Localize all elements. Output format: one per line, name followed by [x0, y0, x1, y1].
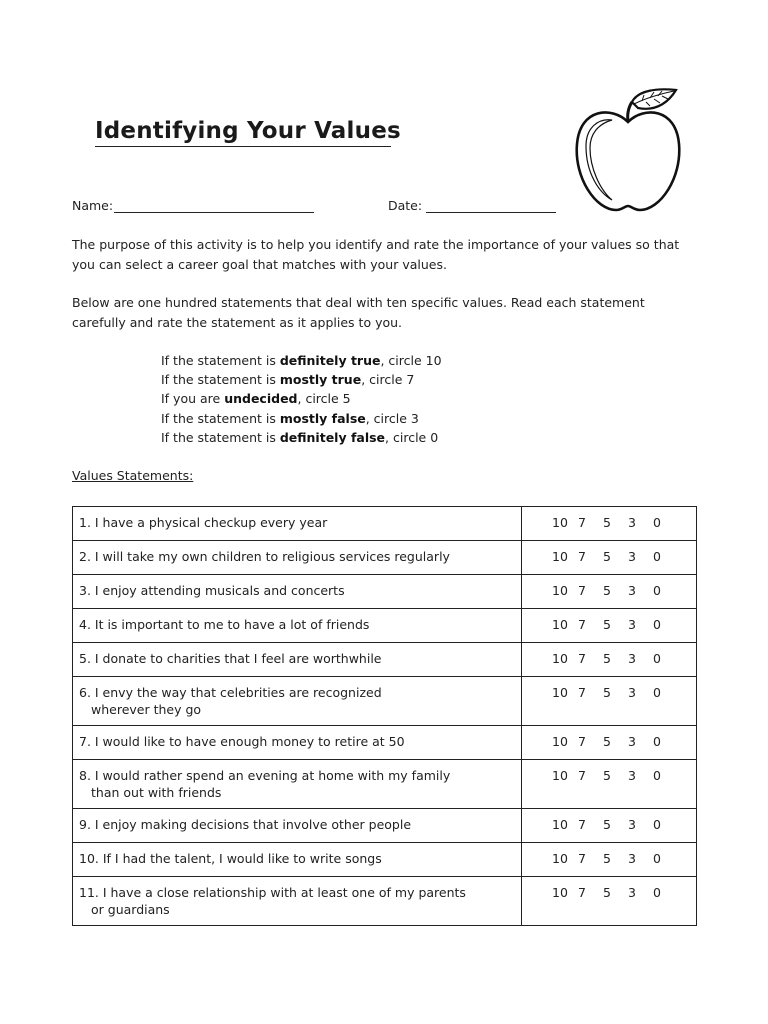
rating-option[interactable]: 7 [578, 817, 586, 832]
table-row [73, 507, 697, 541]
statement-cell [73, 677, 522, 726]
rating-scale-cell [522, 643, 697, 677]
rating-option[interactable]: 3 [628, 515, 636, 530]
table-row [73, 575, 697, 609]
title-underline [95, 146, 391, 147]
statement-cell [73, 843, 522, 877]
rating-option[interactable]: 10 [552, 817, 568, 832]
statement-text-continued: wherever they go [91, 702, 202, 717]
statement-cell [73, 809, 522, 843]
rating-option[interactable]: 10 [552, 515, 568, 530]
rating-option[interactable]: 10 [552, 851, 568, 866]
statement-text: 3. I enjoy attending musicals and concerts [79, 583, 345, 598]
rating-option[interactable]: 0 [653, 851, 661, 866]
name-label: Name: [72, 198, 114, 213]
rating-option[interactable]: 5 [603, 817, 611, 832]
statement-text: 11. I have a close relationship with at least one of my parents [79, 885, 466, 900]
rating-option[interactable]: 3 [628, 768, 636, 783]
rating-option[interactable]: 5 [603, 734, 611, 749]
page-title: Identifying Your Values [95, 118, 401, 144]
statement-text: 2. I will take my own children to religious services regularly [79, 549, 450, 564]
instructions-paragraph: Below are one hundred statements that deal with ten specific values. Read each statement carefully and rate the statement as it applies to you. [72, 295, 645, 330]
rating-option[interactable]: 10 [552, 734, 568, 749]
statement-cell [73, 541, 522, 575]
rating-option[interactable]: 3 [628, 549, 636, 564]
rule-definitely-false: If the statement is definitely false, circle 0 [161, 429, 439, 445]
statement-text: 10. If I had the talent, I would like to write songs [79, 851, 382, 866]
rating-scale-cell [522, 677, 697, 726]
rating-option[interactable]: 5 [603, 515, 611, 530]
rating-option[interactable]: 3 [628, 734, 636, 749]
rating-option[interactable]: 0 [653, 651, 661, 666]
values-table [72, 506, 697, 926]
rating-scale-cell [522, 541, 697, 575]
date-label: Date: [388, 198, 423, 213]
rating-option[interactable]: 0 [653, 817, 661, 832]
table-row [73, 541, 697, 575]
rating-option[interactable]: 0 [653, 617, 661, 632]
rating-scale-cell [522, 575, 697, 609]
rating-option[interactable]: 5 [603, 549, 611, 564]
purpose-paragraph: The purpose of this activity is to help you identify and rate the importance of your values so that you can select a career goal that matches with your values. [72, 237, 680, 272]
rule-undecided: If you are undecided, circle 5 [161, 391, 351, 407]
rating-scale-cell [522, 809, 697, 843]
statement-cell [73, 877, 522, 926]
statement-cell [73, 726, 522, 760]
rating-option[interactable]: 5 [603, 885, 611, 900]
rating-option[interactable]: 10 [552, 549, 568, 564]
rating-option[interactable]: 5 [603, 768, 611, 783]
rating-option[interactable]: 0 [653, 885, 661, 900]
rating-option[interactable]: 10 [552, 583, 568, 598]
statement-cell [73, 575, 522, 609]
rating-scale-cell [522, 609, 697, 643]
rating-option[interactable]: 7 [578, 651, 586, 666]
rating-option[interactable]: 7 [578, 515, 586, 530]
rule-mostly-true: If the statement is mostly true, circle 7 [161, 372, 415, 388]
rating-option[interactable]: 0 [653, 515, 661, 530]
table-row [73, 677, 697, 726]
statement-text: 7. I would like to have enough money to retire at 50 [79, 734, 405, 749]
rating-option[interactable]: 7 [578, 851, 586, 866]
statement-text: 6. I envy the way that celebrities are recognized [79, 685, 382, 700]
rating-option[interactable]: 10 [552, 651, 568, 666]
rating-option[interactable]: 5 [603, 583, 611, 598]
section-heading: Values Statements: [72, 468, 194, 483]
rating-option[interactable]: 0 [653, 583, 661, 598]
rating-option[interactable]: 7 [578, 617, 586, 632]
rating-option[interactable]: 7 [578, 549, 586, 564]
table-row [73, 877, 697, 926]
rating-option[interactable]: 7 [578, 734, 586, 749]
statement-text: 1. I have a physical checkup every year [79, 515, 328, 530]
rating-option[interactable]: 10 [552, 617, 568, 632]
rating-option[interactable]: 0 [653, 549, 661, 564]
table-row [73, 843, 697, 877]
rating-scale-cell [522, 726, 697, 760]
rating-scale-cell [522, 877, 697, 926]
rating-scale-cell [522, 507, 697, 541]
rating-option[interactable]: 3 [628, 685, 636, 700]
rating-option[interactable]: 7 [578, 885, 586, 900]
statement-cell [73, 643, 522, 677]
rating-option[interactable]: 5 [603, 685, 611, 700]
rating-option[interactable]: 3 [628, 651, 636, 666]
statement-text-continued: than out with friends [91, 785, 222, 800]
rating-option[interactable]: 10 [552, 685, 568, 700]
table-row [73, 809, 697, 843]
apple-icon [572, 86, 684, 214]
table-row [73, 760, 697, 809]
statement-cell [73, 507, 522, 541]
name-field[interactable] [114, 212, 314, 213]
statement-cell [73, 760, 522, 809]
rating-scale-cell [522, 760, 697, 809]
rating-option[interactable]: 3 [628, 817, 636, 832]
rating-option[interactable]: 3 [628, 617, 636, 632]
rating-option[interactable]: 10 [552, 768, 568, 783]
rating-option[interactable]: 5 [603, 617, 611, 632]
statement-cell [73, 609, 522, 643]
statement-text: 5. I donate to charities that I feel are worthwhile [79, 651, 382, 666]
statement-text: 9. I enjoy making decisions that involve other people [79, 817, 412, 832]
rating-option[interactable]: 10 [552, 885, 568, 900]
rating-option[interactable]: 7 [578, 685, 586, 700]
rating-option[interactable]: 7 [578, 583, 586, 598]
rating-option[interactable]: 0 [653, 768, 661, 783]
table-row [73, 726, 697, 760]
rating-option[interactable]: 7 [578, 768, 586, 783]
rating-option[interactable]: 3 [628, 583, 636, 598]
rating-rules [161, 351, 442, 447]
statement-text-continued: or guardians [91, 902, 170, 917]
rating-option[interactable]: 0 [653, 734, 661, 749]
statement-text: 4. It is important to me to have a lot of friends [79, 617, 370, 632]
rule-definitely-true: If the statement is definitely true, circle 10 [161, 353, 442, 368]
rating-option[interactable]: 0 [653, 685, 661, 700]
table-row [73, 643, 697, 677]
statement-text: 8. I would rather spend an evening at home with my family [79, 768, 451, 783]
rating-option[interactable]: 5 [603, 851, 611, 866]
rule-mostly-false: If the statement is mostly false, circle 3 [161, 410, 419, 426]
date-field[interactable] [426, 212, 556, 213]
rating-option[interactable]: 5 [603, 651, 611, 666]
table-row [73, 609, 697, 643]
rating-option[interactable]: 3 [628, 885, 636, 900]
rating-option[interactable]: 3 [628, 851, 636, 866]
rating-scale-cell [522, 843, 697, 877]
